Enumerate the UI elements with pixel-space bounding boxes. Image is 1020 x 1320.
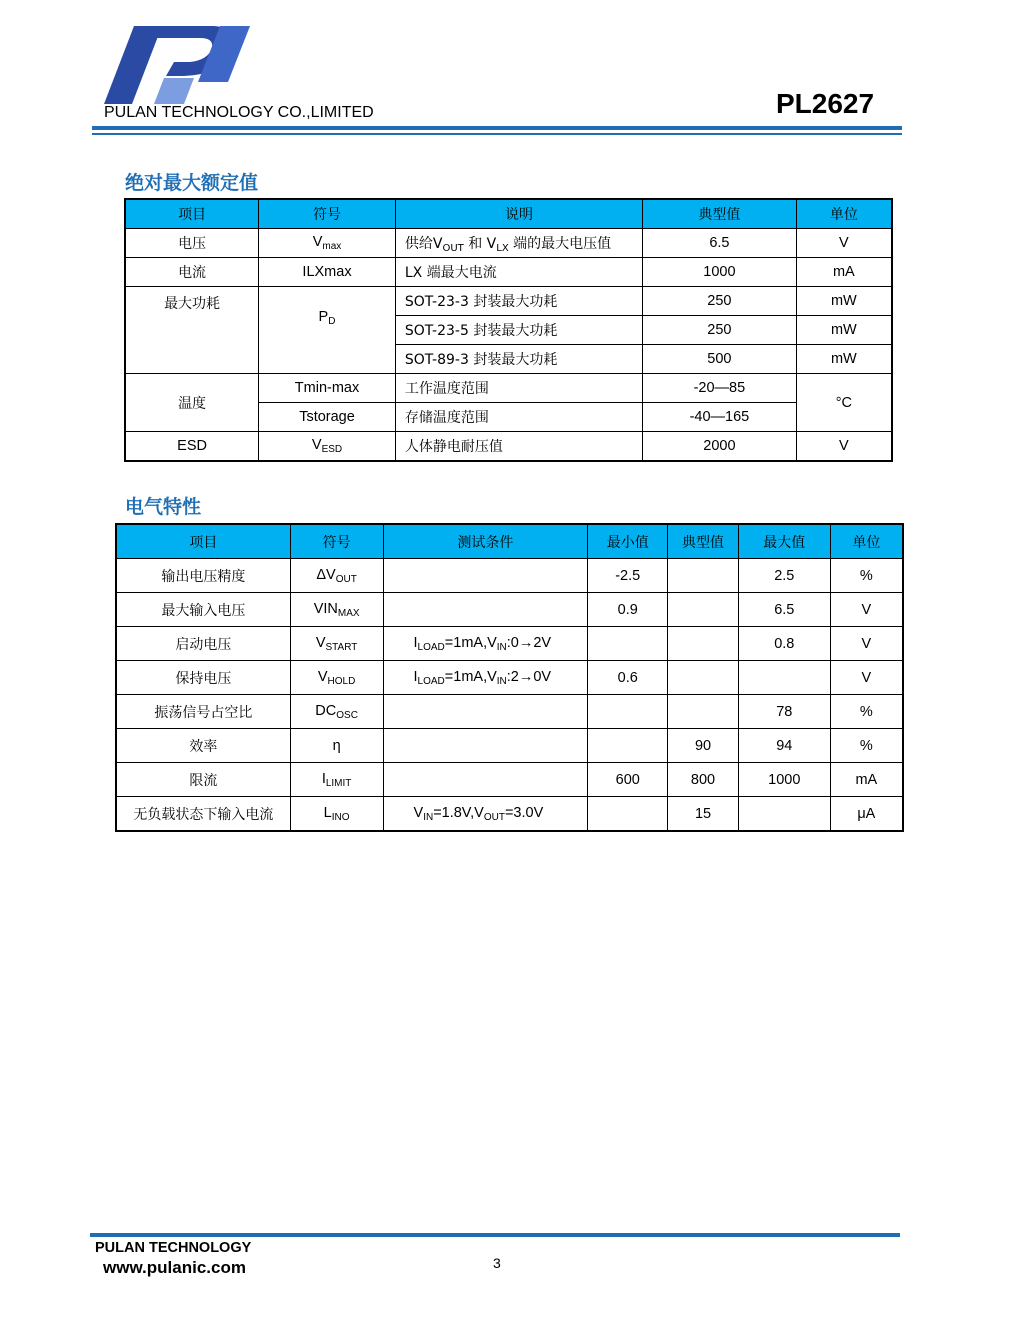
symbol: L: [323, 804, 332, 821]
typ-cell: [668, 695, 739, 729]
table-row: [125, 374, 892, 403]
item-cell: 温度: [125, 374, 259, 432]
max-cell: 1000: [738, 763, 830, 797]
table-row: [125, 287, 892, 316]
symbol-cell: [259, 287, 396, 374]
footer-company: PULAN TECHNOLOGY: [95, 1240, 252, 1256]
unit-cell: mW: [796, 316, 892, 345]
value-cell: 1000: [643, 258, 797, 287]
symbol-sub: OUT: [335, 573, 357, 585]
header-rule-thin: [92, 133, 902, 135]
value-cell: -20—85: [643, 374, 797, 403]
cond-text: V: [413, 804, 424, 821]
section-title-electrical: 电气特性: [125, 496, 202, 518]
symbol-sub: max: [322, 241, 342, 252]
cond-sub: OUT: [483, 811, 505, 823]
item-cell: 最大输入电压: [116, 593, 290, 627]
symbol: V: [311, 437, 322, 453]
typ-cell: 15: [668, 797, 739, 832]
table-row: [116, 593, 903, 627]
min-cell: [588, 695, 668, 729]
desc-sub: OUT: [442, 242, 464, 254]
unit-cell: V: [830, 661, 903, 695]
symbol: VIN: [313, 600, 338, 617]
company-logo: [104, 26, 250, 104]
symbol-cell: [259, 229, 396, 258]
unit-cell: mW: [796, 345, 892, 374]
value-cell: 500: [643, 345, 797, 374]
unit-cell: %: [830, 559, 903, 593]
symbol-cell: [290, 797, 383, 832]
symbol-cell: [290, 559, 383, 593]
desc-text: 端的最大电压值: [508, 235, 612, 252]
col-header: 典型值: [643, 199, 797, 229]
table-row: [125, 432, 892, 462]
symbol-cell: [290, 627, 383, 661]
desc-cell: 人体静电耐压值: [395, 432, 642, 462]
unit-cell: V: [796, 229, 892, 258]
item-cell: 输出电压精度: [116, 559, 290, 593]
desc-cell: SOT-89-3 封装最大功耗: [395, 345, 642, 374]
symbol-sub: HOLD: [327, 675, 356, 687]
desc-cell: [395, 229, 642, 258]
min-cell: [588, 729, 668, 763]
condition-cell: [383, 627, 588, 661]
symbol-sub: LIMIT: [325, 777, 352, 789]
condition-cell: [383, 729, 588, 763]
symbol-cell: [259, 432, 396, 462]
table-row: [125, 229, 892, 258]
unit-cell: V: [830, 627, 903, 661]
col-header: 项目: [116, 524, 290, 559]
electrical-characteristics-table: [115, 523, 904, 832]
symbol: V: [312, 234, 323, 250]
table-row: [116, 763, 903, 797]
value-cell: 250: [643, 316, 797, 345]
cond-sub: IN: [423, 811, 434, 823]
min-cell: 600: [588, 763, 668, 797]
item-cell: 最大功耗: [125, 287, 259, 374]
cond-text: =1.8V,V: [433, 804, 484, 821]
min-cell: 0.6: [588, 661, 668, 695]
desc-cell: 存储温度范围: [395, 403, 642, 432]
condition-cell: [383, 559, 588, 593]
footer-rule: [90, 1233, 900, 1237]
header-rule: [92, 126, 902, 130]
symbol-sub: D: [328, 316, 336, 327]
item-cell: 效率: [116, 729, 290, 763]
condition-cell: [383, 763, 588, 797]
max-cell: 0.8: [738, 627, 830, 661]
max-cell: 2.5: [738, 559, 830, 593]
max-cell: [738, 797, 830, 832]
symbol-sub: START: [325, 641, 358, 653]
desc-cell: SOT-23-5 封装最大功耗: [395, 316, 642, 345]
desc-text: 和 V: [463, 235, 497, 252]
symbol-cell: [290, 695, 383, 729]
desc-sub: LX: [496, 242, 509, 254]
cond-text: I: [413, 668, 418, 685]
part-number: PL2627: [776, 88, 875, 119]
table-row: [116, 797, 903, 832]
condition-cell: [383, 797, 588, 832]
symbol: DC: [315, 702, 337, 719]
table-row: [116, 661, 903, 695]
symbol-sub: OSC: [336, 709, 358, 721]
table-row: [116, 559, 903, 593]
typ-cell: 90: [668, 729, 739, 763]
max-cell: 78: [738, 695, 830, 729]
value-cell: 250: [643, 287, 797, 316]
cond-text: =1mA,V: [444, 668, 497, 685]
item-cell: 启动电压: [116, 627, 290, 661]
item-cell: ESD: [125, 432, 259, 462]
cond-text: =1mA,V: [444, 634, 497, 651]
value-cell: -40—165: [643, 403, 797, 432]
cond-text: :2→0V: [506, 668, 552, 685]
cond-sub: LOAD: [417, 675, 445, 687]
col-header: 最大值: [738, 524, 830, 559]
symbol: I: [321, 770, 326, 787]
unit-cell: V: [796, 432, 892, 462]
symbol: P: [318, 309, 329, 325]
min-cell: [588, 627, 668, 661]
cond-text: I: [413, 634, 418, 651]
col-header: 符号: [290, 524, 383, 559]
max-cell: 6.5: [738, 593, 830, 627]
max-cell: [738, 661, 830, 695]
table-row: [116, 729, 903, 763]
min-cell: [588, 797, 668, 832]
unit-cell: %: [830, 729, 903, 763]
typ-cell: [668, 559, 739, 593]
table-header-row: [116, 524, 903, 559]
cond-sub: LOAD: [417, 641, 445, 653]
symbol-cell: η: [290, 729, 383, 763]
unit-cell: mW: [796, 287, 892, 316]
desc-cell: 工作温度范围: [395, 374, 642, 403]
max-cell: 94: [738, 729, 830, 763]
col-header: 单位: [796, 199, 892, 229]
condition-cell: [383, 695, 588, 729]
condition-cell: [383, 593, 588, 627]
symbol: ΔV: [316, 566, 336, 583]
typ-cell: [668, 661, 739, 695]
min-cell: 0.9: [588, 593, 668, 627]
value-cell: 6.5: [643, 229, 797, 258]
cond-sub: IN: [496, 641, 507, 653]
unit-cell: °C: [796, 374, 892, 432]
col-header: 说明: [395, 199, 642, 229]
col-header: 符号: [259, 199, 396, 229]
cond-text: =3.0V: [504, 804, 544, 821]
min-cell: -2.5: [588, 559, 668, 593]
unit-cell: %: [830, 695, 903, 729]
symbol-cell: Tmin-max: [259, 374, 396, 403]
col-header: 单位: [830, 524, 903, 559]
symbol-cell: [290, 593, 383, 627]
typ-cell: [668, 627, 739, 661]
symbol-sub: MAX: [337, 607, 360, 619]
table-row: [116, 627, 903, 661]
table-header-row: [125, 199, 892, 229]
unit-cell: mA: [796, 258, 892, 287]
item-cell: 电压: [125, 229, 259, 258]
table-row: [125, 258, 892, 287]
symbol: V: [317, 668, 328, 685]
absolute-max-table: [124, 198, 893, 462]
col-header: 项目: [125, 199, 259, 229]
symbol: V: [315, 634, 326, 651]
col-header: 测试条件: [383, 524, 588, 559]
item-cell: 无负载状态下输入电流: [116, 797, 290, 832]
symbol-cell: Tstorage: [259, 403, 396, 432]
item-cell: 保持电压: [116, 661, 290, 695]
item-cell: 限流: [116, 763, 290, 797]
desc-cell: SOT-23-3 封装最大功耗: [395, 287, 642, 316]
col-header: 典型值: [668, 524, 739, 559]
typ-cell: 800: [668, 763, 739, 797]
section-title-absolute-max: 绝对最大额定值: [125, 172, 259, 194]
unit-cell: V: [830, 593, 903, 627]
item-cell: 电流: [125, 258, 259, 287]
col-header: 最小值: [588, 524, 668, 559]
condition-cell: [383, 661, 588, 695]
footer-website: www.pulanic.com: [103, 1258, 246, 1277]
unit-cell: mA: [830, 763, 903, 797]
value-cell: 2000: [643, 432, 797, 462]
item-cell: 振荡信号占空比: [116, 695, 290, 729]
cond-sub: IN: [496, 675, 507, 687]
company-name: PULAN TECHNOLOGY CO.,LIMITED: [104, 104, 374, 121]
desc-cell: LX 端最大电流: [395, 258, 642, 287]
typ-cell: [668, 593, 739, 627]
symbol-cell: [290, 661, 383, 695]
symbol-sub: ESD: [321, 444, 343, 455]
symbol-cell: [290, 763, 383, 797]
symbol-sub: INO: [331, 811, 350, 823]
page-number: 3: [493, 1255, 501, 1271]
symbol-cell: ILXmax: [259, 258, 396, 287]
unit-cell: μA: [830, 797, 903, 832]
cond-text: :0→2V: [506, 634, 552, 651]
desc-text: 供给V: [404, 235, 443, 252]
table-row: [116, 695, 903, 729]
